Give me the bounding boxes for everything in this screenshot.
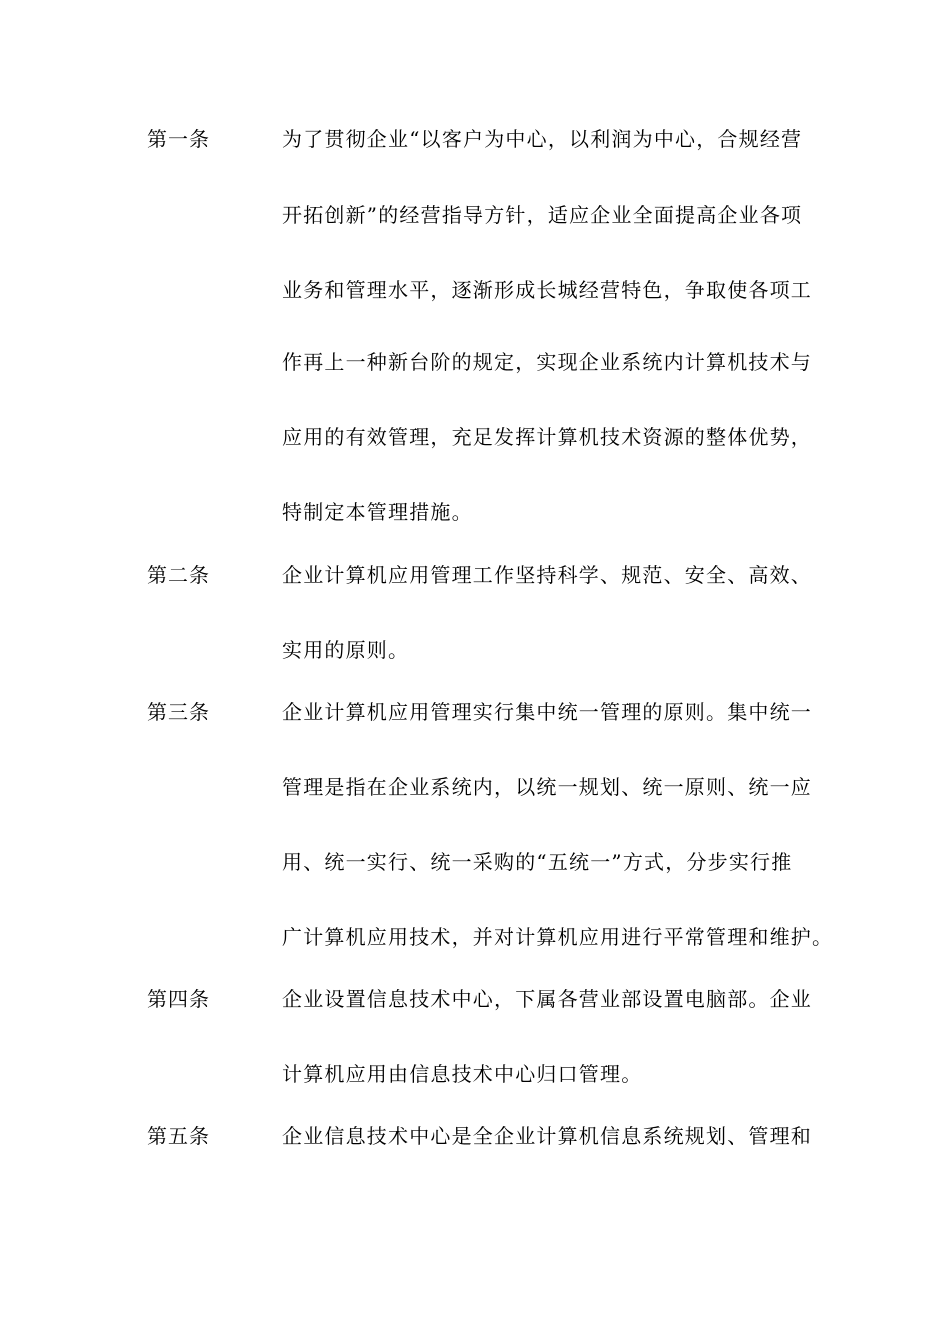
article-1-line-6: 特制定本管理措施。 <box>282 500 473 524</box>
article-1-line-3: 业务和管理水平，逐渐形成长城经营特色，争取使各项工 <box>282 278 812 302</box>
article-3-label: 第三条 <box>147 700 210 724</box>
article-4-label: 第四条 <box>147 987 210 1011</box>
article-2-label: 第二条 <box>147 563 210 587</box>
article-1-line-5: 应用的有效管理，充足发挥计算机技术资源的整体优势， <box>282 425 812 449</box>
article-1-label: 第一条 <box>147 127 210 151</box>
article-3-line-1: 企业计算机应用管理实行集中统一管理的原则。集中统一 <box>282 700 812 724</box>
article-5-label: 第五条 <box>147 1124 210 1148</box>
article-1-line-4: 作再上一种新台阶的规定，实现企业系统内计算机技术与 <box>282 350 812 374</box>
article-3-line-4: 广计算机应用技术，并对计算机应用进行平常管理和维护。 <box>282 925 834 949</box>
article-3-line-3: 用、统一实行、统一采购的“五统一”方式，分步实行推 <box>282 850 793 874</box>
article-1-line-1: 为了贯彻企业“以客户为中心，以利润为中心，合规经营 <box>282 127 803 151</box>
article-5-line-1: 企业信息技术中心是全企业计算机信息系统规划、管理和 <box>282 1124 812 1148</box>
article-2-line-2: 实用的原则。 <box>282 638 410 662</box>
article-2-line-1: 企业计算机应用管理工作坚持科学、规范、安全、高效、 <box>282 563 812 587</box>
article-4-line-2: 计算机应用由信息技术中心归口管理。 <box>282 1062 643 1086</box>
article-3-line-2: 管理是指在企业系统内，以统一规划、统一原则、统一应 <box>282 775 812 799</box>
article-4-line-1: 企业设置信息技术中心，下属各营业部设置电脑部。企业 <box>282 987 812 1011</box>
article-1-line-2: 开拓创新”的经营指导方针，适应企业全面提高企业各项 <box>282 203 803 227</box>
